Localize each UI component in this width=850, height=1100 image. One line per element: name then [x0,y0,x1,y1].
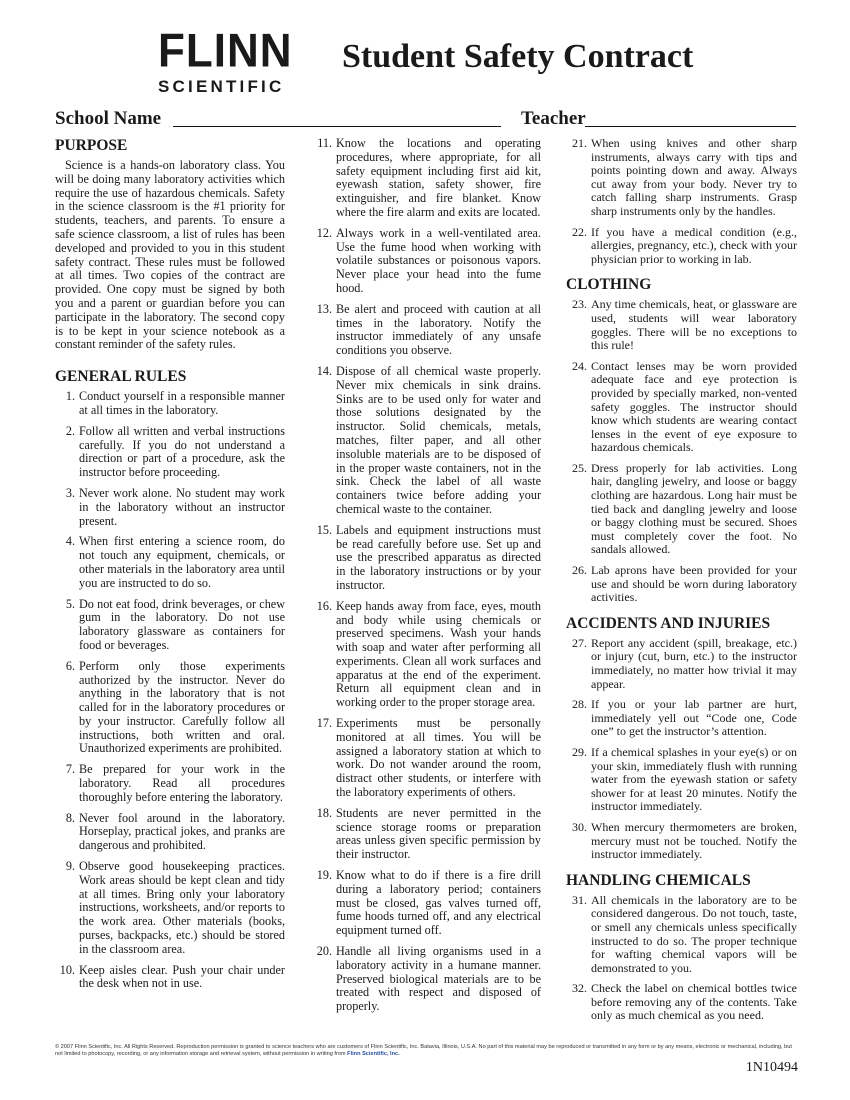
rule-text: Keep hands away from face, eyes, mouth and body while using chemicals or preserved specimens. Wash your hands with soap and water after performing all experiments. Clean all work surfaces and apparatus at the end of the experiment. Return all equipment clean and in working order to the proper storage area. [336,598,541,710]
rule-text: When first entering a science room, do not touch any equipment, chemicals, or other materials in the laboratory area until you are instructed to do so. [79,534,285,590]
rule-number: 6. [65,658,75,673]
rule-item [566,137,797,219]
rule-item [311,227,541,296]
rule-number: 10. [59,962,75,977]
rule-number: 24. [572,358,587,373]
rule-text: Check the label on chemical bottles twice before removing any of the contents. Take only as much chemical as you need. [591,981,797,1023]
rule-text: Keep aisles clear. Push your chair under the desk when not in use. [79,962,285,991]
rule-text: Dispose of all chemical waste properly. Never mix chemicals in sink drains. Sinks are to be used only for water and those solutions designated by the instructor. Solid chemicals, metals, matches, filter paper, and all other insoluble materials are to be disposed of in the proper waste containers, not in the sink. Check the label of all waste containers twice before adding your chemical waste to the container. [336,363,541,516]
rule-number: 1. [65,389,75,404]
section-heading: PURPOSE [55,137,128,154]
rule-item [566,982,797,1023]
rule-number: 29. [572,744,587,759]
rule-item [311,869,541,938]
rule-item [55,812,285,853]
rule-text: Experiments must be personally monitored at all times. You will be assigned a laboratory station at which to work. Do not wander around the room, distract other students, or interfere with the laboratory experiments of others. [336,716,541,800]
rule-number: 7. [65,762,75,777]
rule-item [55,860,285,957]
section-heading: CLOTHING [566,276,652,294]
rule-text: Any time chemicals, heat, or glassware are used, students will wear laboratory goggles. There will be no exceptions to this rule! [591,297,797,353]
rule-number: 14. [316,363,332,378]
rule-number: 20. [316,944,332,959]
rule-item [566,360,797,455]
rule-number: 23. [572,297,587,312]
rule-text: If you or your lab partner are hurt, immediately yell out “Code one, Code one” to get the instructor’s attention. [591,697,797,739]
rule-item [55,660,285,757]
rule-text: Dress properly for lab activities. Long hair, dangling jewelry, and loose or baggy clothing are hazardous. Long hair must be tied back and dangling jewelry and loose or baggy clothing must be secured. Shoes must completely cover the foot. No sandals allowed. [591,460,797,557]
rule-item [311,600,541,710]
rule-text: All chemicals in the laboratory are to be considered dangerous. Do not touch, taste, or smell any chemicals unless specifically instructed to do so. The proper technique for wafting chemical vapors will be demonstrated to you. [591,892,797,975]
rule-text: Be alert and proceed with caution at all times in the laboratory. Notify the instructor immediately of any unsafe conditions you observe. [336,301,541,358]
rule-text: Know what to do if there is a fire drill during a laboratory period; containers must be closed, gas valves turned off, fume hoods turned off, and any electrical equipment turned off. [336,868,541,938]
rule-text: Report any accident (spill, breakage, etc.) or injury (cut, burn, etc.) to the instructor immediately, no matter how trivial it may appear. [591,635,797,691]
rule-item [311,137,541,220]
rule-text: Follow all written and verbal instructions carefully. If you do not understand a direction or part of a procedure, ask the instructor before proceeding. [79,423,285,480]
copyright-footer [55,1044,800,1058]
rule-number: 9. [65,859,75,874]
rule-text: Always work in a well-ventilated area. Use the fume hood when working with volatile substances or poisonous vapors. Never place your head into the fume hood. [336,225,541,295]
rule-number: 22. [572,224,587,239]
rule-number: 15. [316,522,332,537]
rule-text: When using knives and other sharp instruments, always carry with tips and points pointing down and away. Always cut away from your body. Never try to catch falling sharp instruments. Grasp sharp instruments only by the handles. [591,136,797,218]
rule-number: 31. [572,892,587,907]
contract-fields [55,106,800,134]
rule-number: 12. [316,225,332,240]
purpose-text: Science is a hands-on laboratory class. You will be doing many laboratory activities which require the use of hazardous chemicals. Safety in the science classroom is the #1 priority for students, teachers, and parents. To ensure a safe science classroom, a list of rules has been developed and provided to you in this student safety contract. These rules must be followed at all times. Two copies of the contract are provided. One copy must be signed by both you and a parent or guardian before you can participate in the laboratory. The second copy is to be kept in your science notebook as a constant reminder of the safety rules. [55,158,285,352]
page-title: Student Safety Contract [342,38,694,75]
column-3 [566,137,797,1030]
rule-number: 21. [572,136,587,150]
school-name-line[interactable] [173,126,501,127]
rule-item [566,226,797,267]
publication-code: 1N10494 [745,1060,798,1075]
rule-item [566,698,797,739]
rule-text: Conduct yourself in a responsible manner at all times in the laboratory. [79,389,285,417]
logo-subtitle: SCIENTIFIC [158,77,285,96]
rule-number: 26. [572,563,587,578]
rule-text: Labels and equipment instructions must be read carefully before use. Set up and use the prescribed apparatus as directed in the laboratory instructions or by your instructor. [336,522,541,592]
rule-item [55,487,285,528]
rule-number: 4. [65,534,75,549]
rule-item [55,425,285,480]
teacher-label: Teacher [521,108,586,129]
rule-item [55,598,285,653]
rule-item [311,717,541,800]
rule-number: 28. [572,697,587,712]
rule-number: 27. [572,635,587,650]
rule-text: If a chemical splashes in your eye(s) or on your skin, immediately flush with running water from the eyewash station or safety shower for at least 20 minutes. Notify the instructor immediately. [591,744,797,814]
rule-number: 5. [65,596,75,611]
rule-item [566,564,797,605]
rule-number: 32. [572,981,587,996]
rule-number: 13. [316,301,332,316]
logo-wordmark: FLINN [158,24,293,78]
rule-text: Do not eat food, drink beverages, or chew gum in the laboratory. Do not use laboratory glassware as containers for food or beverages. [79,596,285,652]
rule-item [55,535,285,590]
rule-item [55,390,285,418]
rule-text: Be prepared for your work in the laboratory. Read all procedures thoroughly before entering the laboratory. [79,762,285,804]
rule-text: Handle all living organisms used in a laboratory activity in a humane manner. Preserved biological materials are to be treated with respect and disposed of properly. [336,944,541,1014]
rule-text: When mercury thermometers are broken, mercury must not be touched. Notify the instructor immediately. [591,819,797,862]
rule-number: 18. [316,805,332,820]
teacher-line[interactable] [585,126,796,127]
rule-item [566,298,797,352]
rule-item [566,462,797,557]
rule-item [566,746,797,814]
rule-text: Lab aprons have been provided for your use and should be worn during laboratory activities. [591,563,797,605]
rule-text: Never work alone. No student may work in the laboratory without an instructor present. [79,485,285,528]
rule-number: 3. [65,485,75,500]
rule-number: 2. [65,423,75,438]
section-heading: HANDLING CHEMICALS [566,871,751,889]
flinn-logo [158,24,310,96]
rule-number: 8. [65,810,75,825]
column-1 [55,137,285,998]
rule-item [566,637,797,691]
rule-number: 19. [316,868,332,883]
rule-item [55,964,285,992]
rule-number: 25. [572,460,587,475]
rule-text: Never fool around in the laboratory. Horseplay, practical jokes, and pranks are dangerous and prohibited. [79,810,285,853]
rule-item [311,945,541,1014]
rule-number: 11. [317,136,332,150]
rule-number: 30. [572,819,587,834]
copyright-text: © 2007 Flinn Scientific, Inc. All Rights Reserved. Reproduction permission is granted to science teachers who are customers of Flinn Scientific, Inc. Batavia, Illinois, U.S.A. No part of this material may be reproduced or transmitted in any form or by any means, electronic or mechanical, including, but not limited to photocopy, recording, or any information storage and retrieval system, without permission in writing from [55,1044,792,1057]
brand-link: Flinn Scientific, Inc. [347,1051,400,1057]
school-name-label: School Name [55,108,162,129]
rule-text: Observe good housekeeping practices. Work areas should be kept clean and tidy at all times. Bring only your laboratory instructions, worksheets, and/or reports to the work area. Other materials (books, purses, backpacks, etc.) should be stored in the classroom area. [79,859,285,956]
rule-item [311,807,541,862]
rule-text: Students are never permitted in the science storage rooms or preparation areas unless given specific permission by their instructor. [336,805,541,862]
section-heading: GENERAL RULES [55,368,187,386]
rule-text: Contact lenses may be worn provided adequate face and eye protection is provided by specially marked, non-vented safety goggles. The instructor should know which students are wearing contact lenses in the event of eye exposure to hazardous chemicals. [591,358,797,455]
rule-number: 17. [316,716,332,731]
rule-item [566,821,797,862]
rule-item [55,763,285,804]
rule-item [566,894,797,976]
section-heading: ACCIDENTS AND INJURIES [566,614,771,632]
rule-item [311,365,541,517]
rule-number: 16. [316,598,332,613]
column-2 [311,137,541,1021]
rule-text: Perform only those experiments authorized by the instructor. Never do anything in the laboratory that is not called for in the laboratory procedures or by your instructor. Carefully follow all instructions, both written and oral. Unauthorized experiments are prohibited. [79,658,285,756]
rule-text: If you have a medical condition (e.g., allergies, pregnancy, etc.), check with your physician prior to working in lab. [591,224,797,266]
rule-item [311,524,541,593]
rule-text: Know the locations and operating procedures, where appropriate, for all safety equipment including first aid kit, eyewash station, safety shower, fire extinguisher, and fire blanket. Know where the fire alarm and exits are located. [336,136,541,219]
rule-item [311,303,541,358]
